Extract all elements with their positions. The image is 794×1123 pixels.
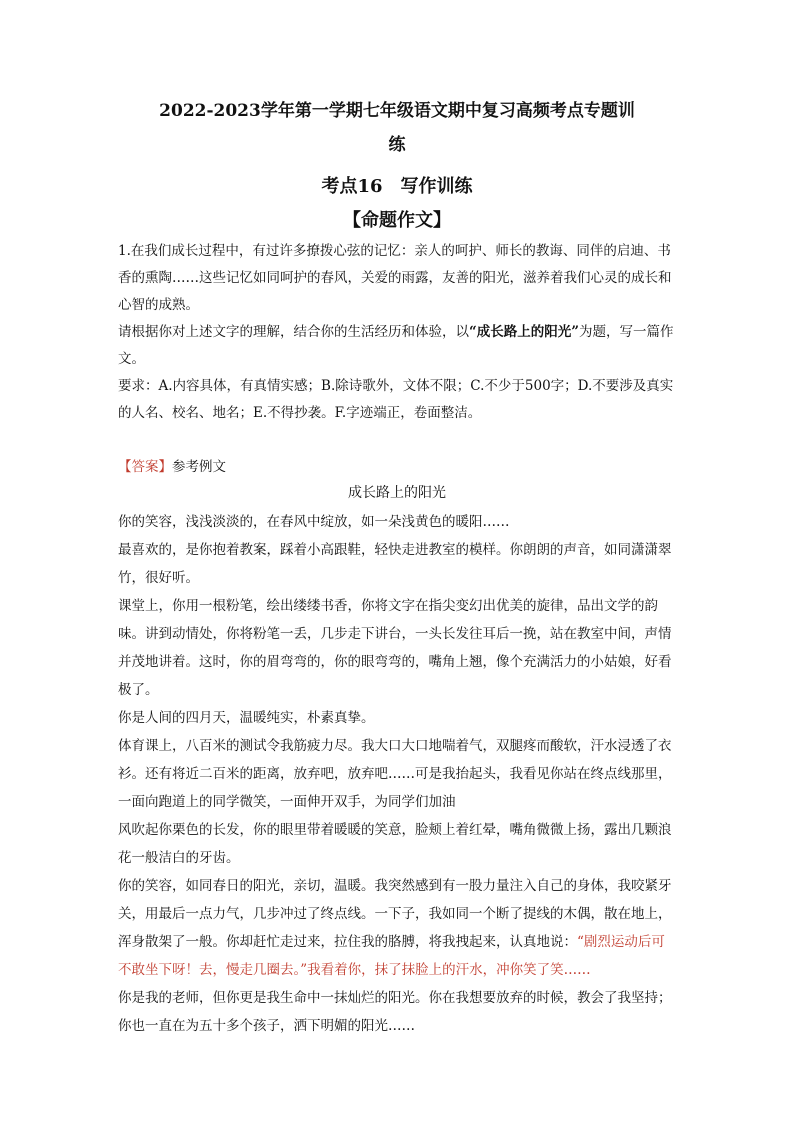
document-title-continued: 练 [388,135,406,155]
essay-body [118,508,676,1040]
essay-paragraph: 你是我的老师，但你更是我生命中一抹灿烂的阳光。你在我想要放弃的时候，教会了我坚持；你也一直在为五十多个孩子，洒下明媚的阳光…… [118,990,672,1034]
topic-subtitle: 考点16 写作训练 [321,176,473,197]
essay-paragraph: 课堂上，你用一根粉笔，绘出缕缕书香，你将文字在指尖变幻出优美的旋律，品出文学的韵味。讲到动情处，你将粉笔一丢，几步走下讲台，一头长发往耳后一挽，站在教室中间，声情并茂地讲着。这时，你的眉弯弯的，你的眼弯弯的，嘴角上翘，像个充满活力的小姑娘，好看极了。 [118,598,672,698]
essay-text: 你的笑容，如同春日的阳光，亲切，温暖。我突然感到有一股力量注入自己的身体，我咬紧牙关，用最后一点力气，几步冲过了终点线。一下子，我如同一个断了提线的木偶，散在地上，浑身散架了一般。你却赶忙走过来，拉住我的胳膊，将我拽起来，认真地说： [118,878,672,950]
essay-paragraph: 你的笑容，浅浅淡淡的，在春风中绽放，如一朵浅黄色的暖阳…… [118,514,510,530]
essay-paragraph: 你是人间的四月天，温暖纯实，朴素真挚。 [118,710,375,726]
answer-tag: 【答案】 [118,459,172,475]
question-instruction [118,319,676,373]
question-paragraph: 1.在我们成长过程中，有过许多撩拨心弦的记忆：亲人的呵护、师长的教诲、同伴的启迪、书香的熏陶……这些记忆如同呵护的春风，关爱的雨露，友善的阳光，滋养着我们心灵的成长和心智的成熟。 [118,243,672,313]
essay-topic: “成长路上的阳光” [469,324,580,340]
document-title: 2022-2023学年第一学期七年级语文期中复习高频考点专题训 [159,101,635,121]
essay-paragraph: 风吹起你栗色的长发，你的眼里带着暖暖的笑意，脸颊上着红晕，嘴角微微上扬，露出几颗浪花一般洁白的牙齿。 [118,822,672,866]
essay-paragraph: 最喜欢的，是你抱着教案，踩着小高跟鞋，轻快走进教室的模样。你朗朗的声音，如同潇潇翠竹，很好听。 [118,542,672,586]
instruction-text-end: 为题，写一篇作文。 [118,324,674,367]
answer-label-text: 参考例文 [172,459,226,475]
instruction-text: 请根据你对上述文字的理解，结合你的生活经历和体验，以 [118,324,469,340]
essay-paragraph [118,872,676,984]
answer-label [118,454,676,481]
section-heading: 【命题作文】 [343,210,451,231]
essay-paragraph: 体育课上，八百米的测试令我筋疲力尽。我大口大口地喘着气，双腿疼而酸软，汗水浸透了衣衫。还有将近二百米的距离，放弃吧，放弃吧……可是我抬起头，我看见你站在终点线那里，一面向跑道上的同学微笑，一面伸开双手，为同学们加油 [118,738,672,810]
essay-quote-highlight: “剧烈运动后可不敢坐下呀！去，慢走几圈去。”我看着你，抹了抹脸上的汗水，冲你笑了笑…… [118,934,665,978]
question-block [118,238,676,427]
essay-title: 成长路上的阳光 [348,485,446,501]
question-requirements: 要求：A.内容具体，有真情实感；B.除诗歌外，文体不限；C.不少于500字；D.不要涉及真实的人名、校名、地名；E.不得抄袭。F.字迹端正，卷面整洁。 [118,378,674,421]
